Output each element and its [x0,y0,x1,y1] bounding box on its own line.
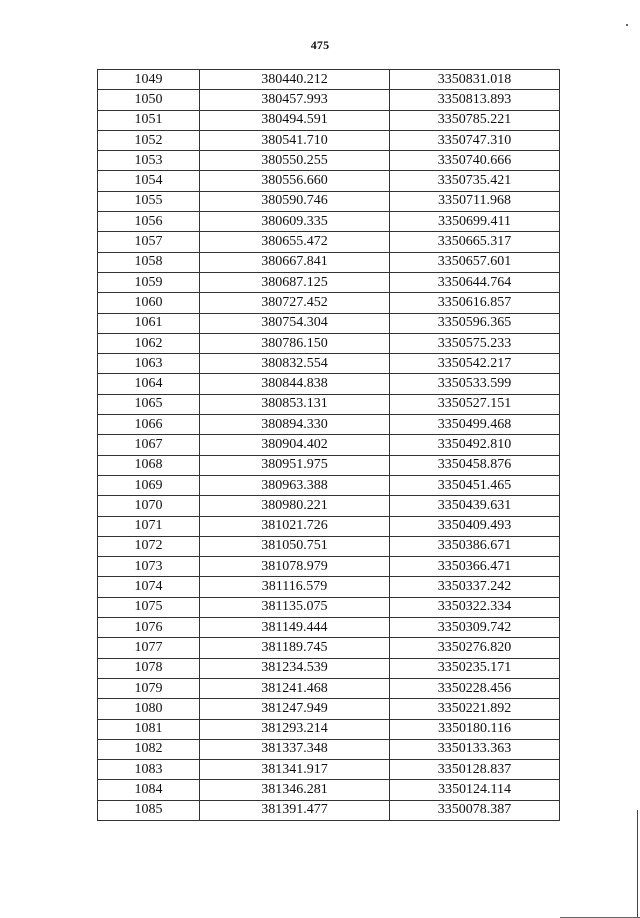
table-row [98,455,560,475]
y-coordinate-cell: 3350458.876 [390,455,560,475]
table-row [98,618,560,638]
point-number-cell: 1049 [98,70,200,90]
y-coordinate-cell: 3350657.601 [390,252,560,272]
y-coordinate-cell: 3350492.810 [390,435,560,455]
point-number-cell: 1056 [98,212,200,232]
scan-edge-line [637,810,638,918]
y-coordinate-cell: 3350785.221 [390,110,560,130]
table-row [98,760,560,780]
table-row [98,130,560,150]
coordinate-table-container [97,69,559,821]
table-row [98,475,560,495]
table-row [98,516,560,536]
x-coordinate-cell: 380655.472 [200,232,390,252]
point-number-cell: 1081 [98,719,200,739]
table-row [98,739,560,759]
x-coordinate-cell: 380667.841 [200,252,390,272]
point-number-cell: 1070 [98,496,200,516]
table-row [98,699,560,719]
x-coordinate-cell: 380894.330 [200,415,390,435]
point-number-cell: 1060 [98,293,200,313]
x-coordinate-cell: 380727.452 [200,293,390,313]
x-coordinate-cell: 381391.477 [200,800,390,820]
table-row [98,70,560,90]
x-coordinate-cell: 380754.304 [200,313,390,333]
x-coordinate-cell: 381078.979 [200,557,390,577]
table-row [98,678,560,698]
point-number-cell: 1068 [98,455,200,475]
y-coordinate-cell: 3350235.171 [390,658,560,678]
table-row [98,110,560,130]
x-coordinate-cell: 381341.917 [200,760,390,780]
y-coordinate-cell: 3350078.387 [390,800,560,820]
table-row [98,638,560,658]
point-number-cell: 1058 [98,252,200,272]
table-row [98,333,560,353]
table-row [98,780,560,800]
table-row [98,800,560,820]
y-coordinate-cell: 3350309.742 [390,618,560,638]
point-number-cell: 1073 [98,557,200,577]
y-coordinate-cell: 3350124.114 [390,780,560,800]
y-coordinate-cell: 3350386.671 [390,536,560,556]
point-number-cell: 1057 [98,232,200,252]
table-row [98,151,560,171]
x-coordinate-cell: 381116.579 [200,577,390,597]
table-row [98,597,560,617]
x-coordinate-cell: 381337.348 [200,739,390,759]
point-number-cell: 1076 [98,618,200,638]
x-coordinate-cell: 380832.554 [200,354,390,374]
x-coordinate-cell: 380687.125 [200,272,390,292]
y-coordinate-cell: 3350699.411 [390,212,560,232]
x-coordinate-cell: 380844.838 [200,374,390,394]
point-number-cell: 1083 [98,760,200,780]
page-number: 475 [310,38,330,52]
table-row [98,232,560,252]
x-coordinate-cell: 380590.746 [200,191,390,211]
point-number-cell: 1059 [98,272,200,292]
point-number-cell: 1052 [98,130,200,150]
table-row [98,272,560,292]
y-coordinate-cell: 3350831.018 [390,70,560,90]
y-coordinate-cell: 3350133.363 [390,739,560,759]
table-row [98,536,560,556]
table-row [98,719,560,739]
point-number-cell: 1067 [98,435,200,455]
x-coordinate-cell: 380951.975 [200,455,390,475]
point-number-cell: 1055 [98,191,200,211]
x-coordinate-cell: 381293.214 [200,719,390,739]
x-coordinate-cell: 381247.949 [200,699,390,719]
point-number-cell: 1066 [98,415,200,435]
point-number-cell: 1079 [98,678,200,698]
point-number-cell: 1082 [98,739,200,759]
point-number-cell: 1071 [98,516,200,536]
y-coordinate-cell: 3350337.242 [390,577,560,597]
coordinate-table [97,69,560,821]
point-number-cell: 1051 [98,110,200,130]
y-coordinate-cell: 3350322.334 [390,597,560,617]
table-row [98,394,560,414]
y-coordinate-cell: 3350499.468 [390,415,560,435]
x-coordinate-cell: 380440.212 [200,70,390,90]
point-number-cell: 1061 [98,313,200,333]
point-number-cell: 1074 [98,577,200,597]
y-coordinate-cell: 3350409.493 [390,516,560,536]
x-coordinate-cell: 380963.388 [200,475,390,495]
x-coordinate-cell: 380550.255 [200,151,390,171]
table-row [98,354,560,374]
y-coordinate-cell: 3350740.666 [390,151,560,171]
x-coordinate-cell: 381241.468 [200,678,390,698]
y-coordinate-cell: 3350813.893 [390,90,560,110]
y-coordinate-cell: 3350439.631 [390,496,560,516]
x-coordinate-cell: 381135.075 [200,597,390,617]
y-coordinate-cell: 3350616.857 [390,293,560,313]
x-coordinate-cell: 381021.726 [200,516,390,536]
point-number-cell: 1080 [98,699,200,719]
x-coordinate-cell: 381189.745 [200,638,390,658]
point-number-cell: 1084 [98,780,200,800]
table-row [98,252,560,272]
x-coordinate-cell: 380494.591 [200,110,390,130]
point-number-cell: 1085 [98,800,200,820]
point-number-cell: 1065 [98,394,200,414]
x-coordinate-cell: 381149.444 [200,618,390,638]
x-coordinate-cell: 381346.281 [200,780,390,800]
point-number-cell: 1069 [98,475,200,495]
x-coordinate-cell: 381050.751 [200,536,390,556]
table-row [98,577,560,597]
y-coordinate-cell: 3350221.892 [390,699,560,719]
y-coordinate-cell: 3350711.968 [390,191,560,211]
y-coordinate-cell: 3350735.421 [390,171,560,191]
table-row [98,435,560,455]
y-coordinate-cell: 3350128.837 [390,760,560,780]
x-coordinate-cell: 381234.539 [200,658,390,678]
table-row [98,374,560,394]
x-coordinate-cell: 380904.402 [200,435,390,455]
point-number-cell: 1050 [98,90,200,110]
y-coordinate-cell: 3350451.465 [390,475,560,495]
point-number-cell: 1078 [98,658,200,678]
y-coordinate-cell: 3350644.764 [390,272,560,292]
table-row [98,313,560,333]
x-coordinate-cell: 380556.660 [200,171,390,191]
x-coordinate-cell: 380609.335 [200,212,390,232]
point-number-cell: 1054 [98,171,200,191]
point-number-cell: 1064 [98,374,200,394]
y-coordinate-cell: 3350276.820 [390,638,560,658]
y-coordinate-cell: 3350747.310 [390,130,560,150]
y-coordinate-cell: 3350575.233 [390,333,560,353]
x-coordinate-cell: 380457.993 [200,90,390,110]
table-row [98,415,560,435]
x-coordinate-cell: 380853.131 [200,394,390,414]
point-number-cell: 1062 [98,333,200,353]
x-coordinate-cell: 380541.710 [200,130,390,150]
table-row [98,191,560,211]
point-number-cell: 1072 [98,536,200,556]
point-number-cell: 1077 [98,638,200,658]
table-row [98,658,560,678]
table-row [98,293,560,313]
y-coordinate-cell: 3350665.317 [390,232,560,252]
table-row [98,171,560,191]
table-row [98,90,560,110]
y-coordinate-cell: 3350366.471 [390,557,560,577]
y-coordinate-cell: 3350527.151 [390,394,560,414]
y-coordinate-cell: 3350542.217 [390,354,560,374]
scan-mark [626,24,628,26]
y-coordinate-cell: 3350228.456 [390,678,560,698]
y-coordinate-cell: 3350533.599 [390,374,560,394]
point-number-cell: 1063 [98,354,200,374]
x-coordinate-cell: 380786.150 [200,333,390,353]
coordinate-table-body [98,70,560,821]
point-number-cell: 1053 [98,151,200,171]
point-number-cell: 1075 [98,597,200,617]
y-coordinate-cell: 3350180.116 [390,719,560,739]
table-row [98,212,560,232]
y-coordinate-cell: 3350596.365 [390,313,560,333]
table-row [98,557,560,577]
table-row [98,496,560,516]
x-coordinate-cell: 380980.221 [200,496,390,516]
